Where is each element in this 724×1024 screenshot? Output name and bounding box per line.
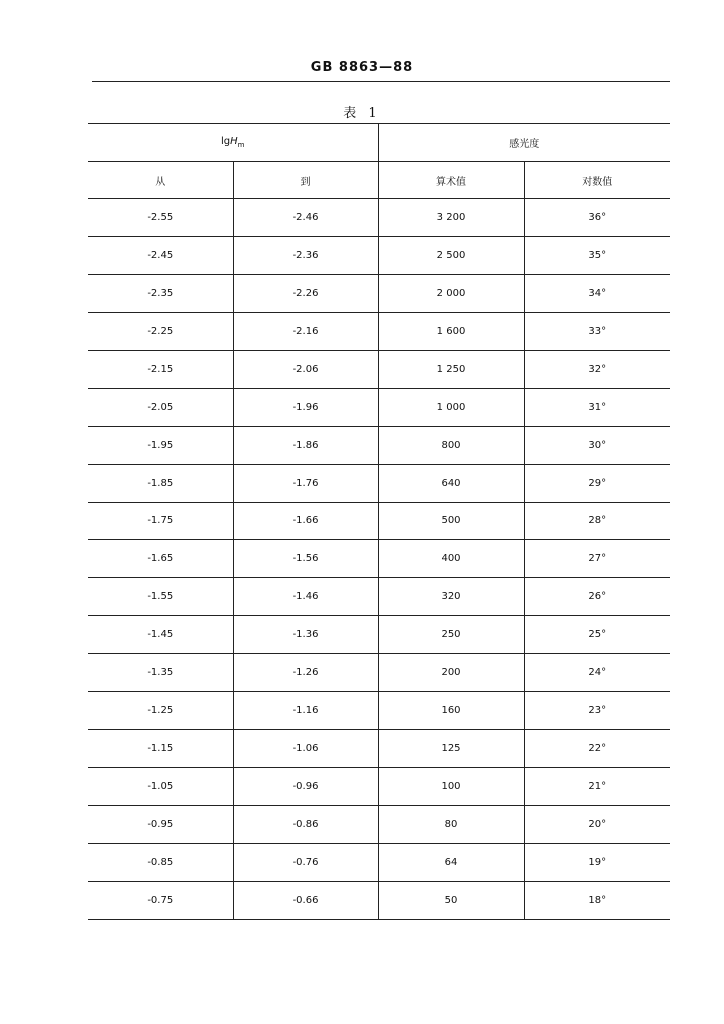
from-cell: -2.15 [88, 350, 233, 388]
logarithmic-cell: 18° [524, 881, 670, 919]
from-cell: -1.15 [88, 730, 233, 768]
from-cell: -1.35 [88, 654, 233, 692]
from-cell: -0.75 [88, 881, 233, 919]
table-row [88, 654, 670, 692]
standard-code-header: GB 8863—88 [310, 60, 414, 75]
from-cell: -2.55 [88, 199, 233, 237]
arithmetic-cell: 200 [378, 654, 524, 692]
logarithmic-cell: 22° [524, 730, 670, 768]
table-row [88, 426, 670, 464]
from-cell: -1.95 [88, 426, 233, 464]
logarithmic-cell: 28° [524, 502, 670, 540]
from-cell: -1.55 [88, 578, 233, 616]
arithmetic-cell: 160 [378, 692, 524, 730]
arithmetic-cell: 320 [378, 578, 524, 616]
from-cell: -2.45 [88, 236, 233, 274]
to-cell: -0.66 [233, 881, 378, 919]
from-cell: -1.25 [88, 692, 233, 730]
to-cell: -0.76 [233, 843, 378, 881]
sensitivity-header: 感光度 [378, 124, 670, 162]
lg-symbol: H [230, 136, 238, 147]
logarithmic-cell: 21° [524, 768, 670, 806]
logarithmic-cell: 24° [524, 654, 670, 692]
arithmetic-cell: 50 [378, 881, 524, 919]
from-cell: -1.45 [88, 616, 233, 654]
table-row [88, 540, 670, 578]
to-cell: -0.96 [233, 768, 378, 806]
table-row [88, 616, 670, 654]
table-row [88, 274, 670, 312]
arithmetic-cell: 1 250 [378, 350, 524, 388]
arithmetic-cell: 640 [378, 464, 524, 502]
logarithmic-cell: 35° [524, 236, 670, 274]
to-cell: -2.16 [233, 312, 378, 350]
table-row [88, 464, 670, 502]
to-cell: -1.76 [233, 464, 378, 502]
from-cell: -1.85 [88, 464, 233, 502]
logarithmic-cell: 31° [524, 388, 670, 426]
from-cell: -0.85 [88, 843, 233, 881]
header-rule [92, 81, 670, 82]
logarithmic-cell: 33° [524, 312, 670, 350]
logarithmic-cell: 23° [524, 692, 670, 730]
arithmetic-cell: 64 [378, 843, 524, 881]
table-row [88, 350, 670, 388]
arithmetic-cell: 1 000 [378, 388, 524, 426]
logarithmic-cell: 27° [524, 540, 670, 578]
lg-subscript: m [237, 141, 245, 149]
arithmetic-cell: 1 600 [378, 312, 524, 350]
arithmetic-cell: 3 200 [378, 199, 524, 237]
to-cell: -1.36 [233, 616, 378, 654]
table-row [88, 881, 670, 919]
arithmetic-cell: 2 500 [378, 236, 524, 274]
from-cell: -2.25 [88, 312, 233, 350]
logarithmic-cell: 20° [524, 806, 670, 844]
logarithmic-cell: 29° [524, 464, 670, 502]
table-row [88, 199, 670, 237]
to-cell: -1.16 [233, 692, 378, 730]
to-cell: -1.66 [233, 502, 378, 540]
arithmetic-cell: 80 [378, 806, 524, 844]
table-row [88, 692, 670, 730]
table-row [88, 578, 670, 616]
to-cell: -2.06 [233, 350, 378, 388]
table-row [88, 806, 670, 844]
to-cell: -1.26 [233, 654, 378, 692]
table-row [88, 768, 670, 806]
table-row [88, 388, 670, 426]
to-cell: -1.96 [233, 388, 378, 426]
from-cell: -2.35 [88, 274, 233, 312]
to-cell: -1.56 [233, 540, 378, 578]
column-header-arithmetic: 算术值 [378, 162, 524, 199]
arithmetic-cell: 400 [378, 540, 524, 578]
arithmetic-cell: 800 [378, 426, 524, 464]
from-cell: -0.95 [88, 806, 233, 844]
table-title: 表 1 [343, 106, 381, 121]
arithmetic-cell: 100 [378, 768, 524, 806]
from-cell: -2.05 [88, 388, 233, 426]
logarithmic-cell: 26° [524, 578, 670, 616]
table-row [88, 502, 670, 540]
to-cell: -2.26 [233, 274, 378, 312]
lg-prefix: lg [221, 136, 231, 147]
table-row [88, 236, 670, 274]
lg-hm-header [88, 124, 378, 162]
logarithmic-cell: 30° [524, 426, 670, 464]
table-row [88, 843, 670, 881]
arithmetic-cell: 2 000 [378, 274, 524, 312]
from-cell: -1.05 [88, 768, 233, 806]
table-row [88, 312, 670, 350]
logarithmic-cell: 25° [524, 616, 670, 654]
to-cell: -0.86 [233, 806, 378, 844]
sensitivity-table [88, 123, 670, 920]
arithmetic-cell: 125 [378, 730, 524, 768]
logarithmic-cell: 32° [524, 350, 670, 388]
table-row [88, 730, 670, 768]
column-header-logarithmic: 对数值 [524, 162, 670, 199]
arithmetic-cell: 250 [378, 616, 524, 654]
arithmetic-cell: 500 [378, 502, 524, 540]
to-cell: -2.36 [233, 236, 378, 274]
column-header-from: 从 [88, 162, 233, 199]
to-cell: -1.86 [233, 426, 378, 464]
from-cell: -1.75 [88, 502, 233, 540]
from-cell: -1.65 [88, 540, 233, 578]
to-cell: -2.46 [233, 199, 378, 237]
table-body [88, 199, 670, 920]
to-cell: -1.46 [233, 578, 378, 616]
logarithmic-cell: 19° [524, 843, 670, 881]
logarithmic-cell: 34° [524, 274, 670, 312]
column-header-to: 到 [233, 162, 378, 199]
to-cell: -1.06 [233, 730, 378, 768]
logarithmic-cell: 36° [524, 199, 670, 237]
